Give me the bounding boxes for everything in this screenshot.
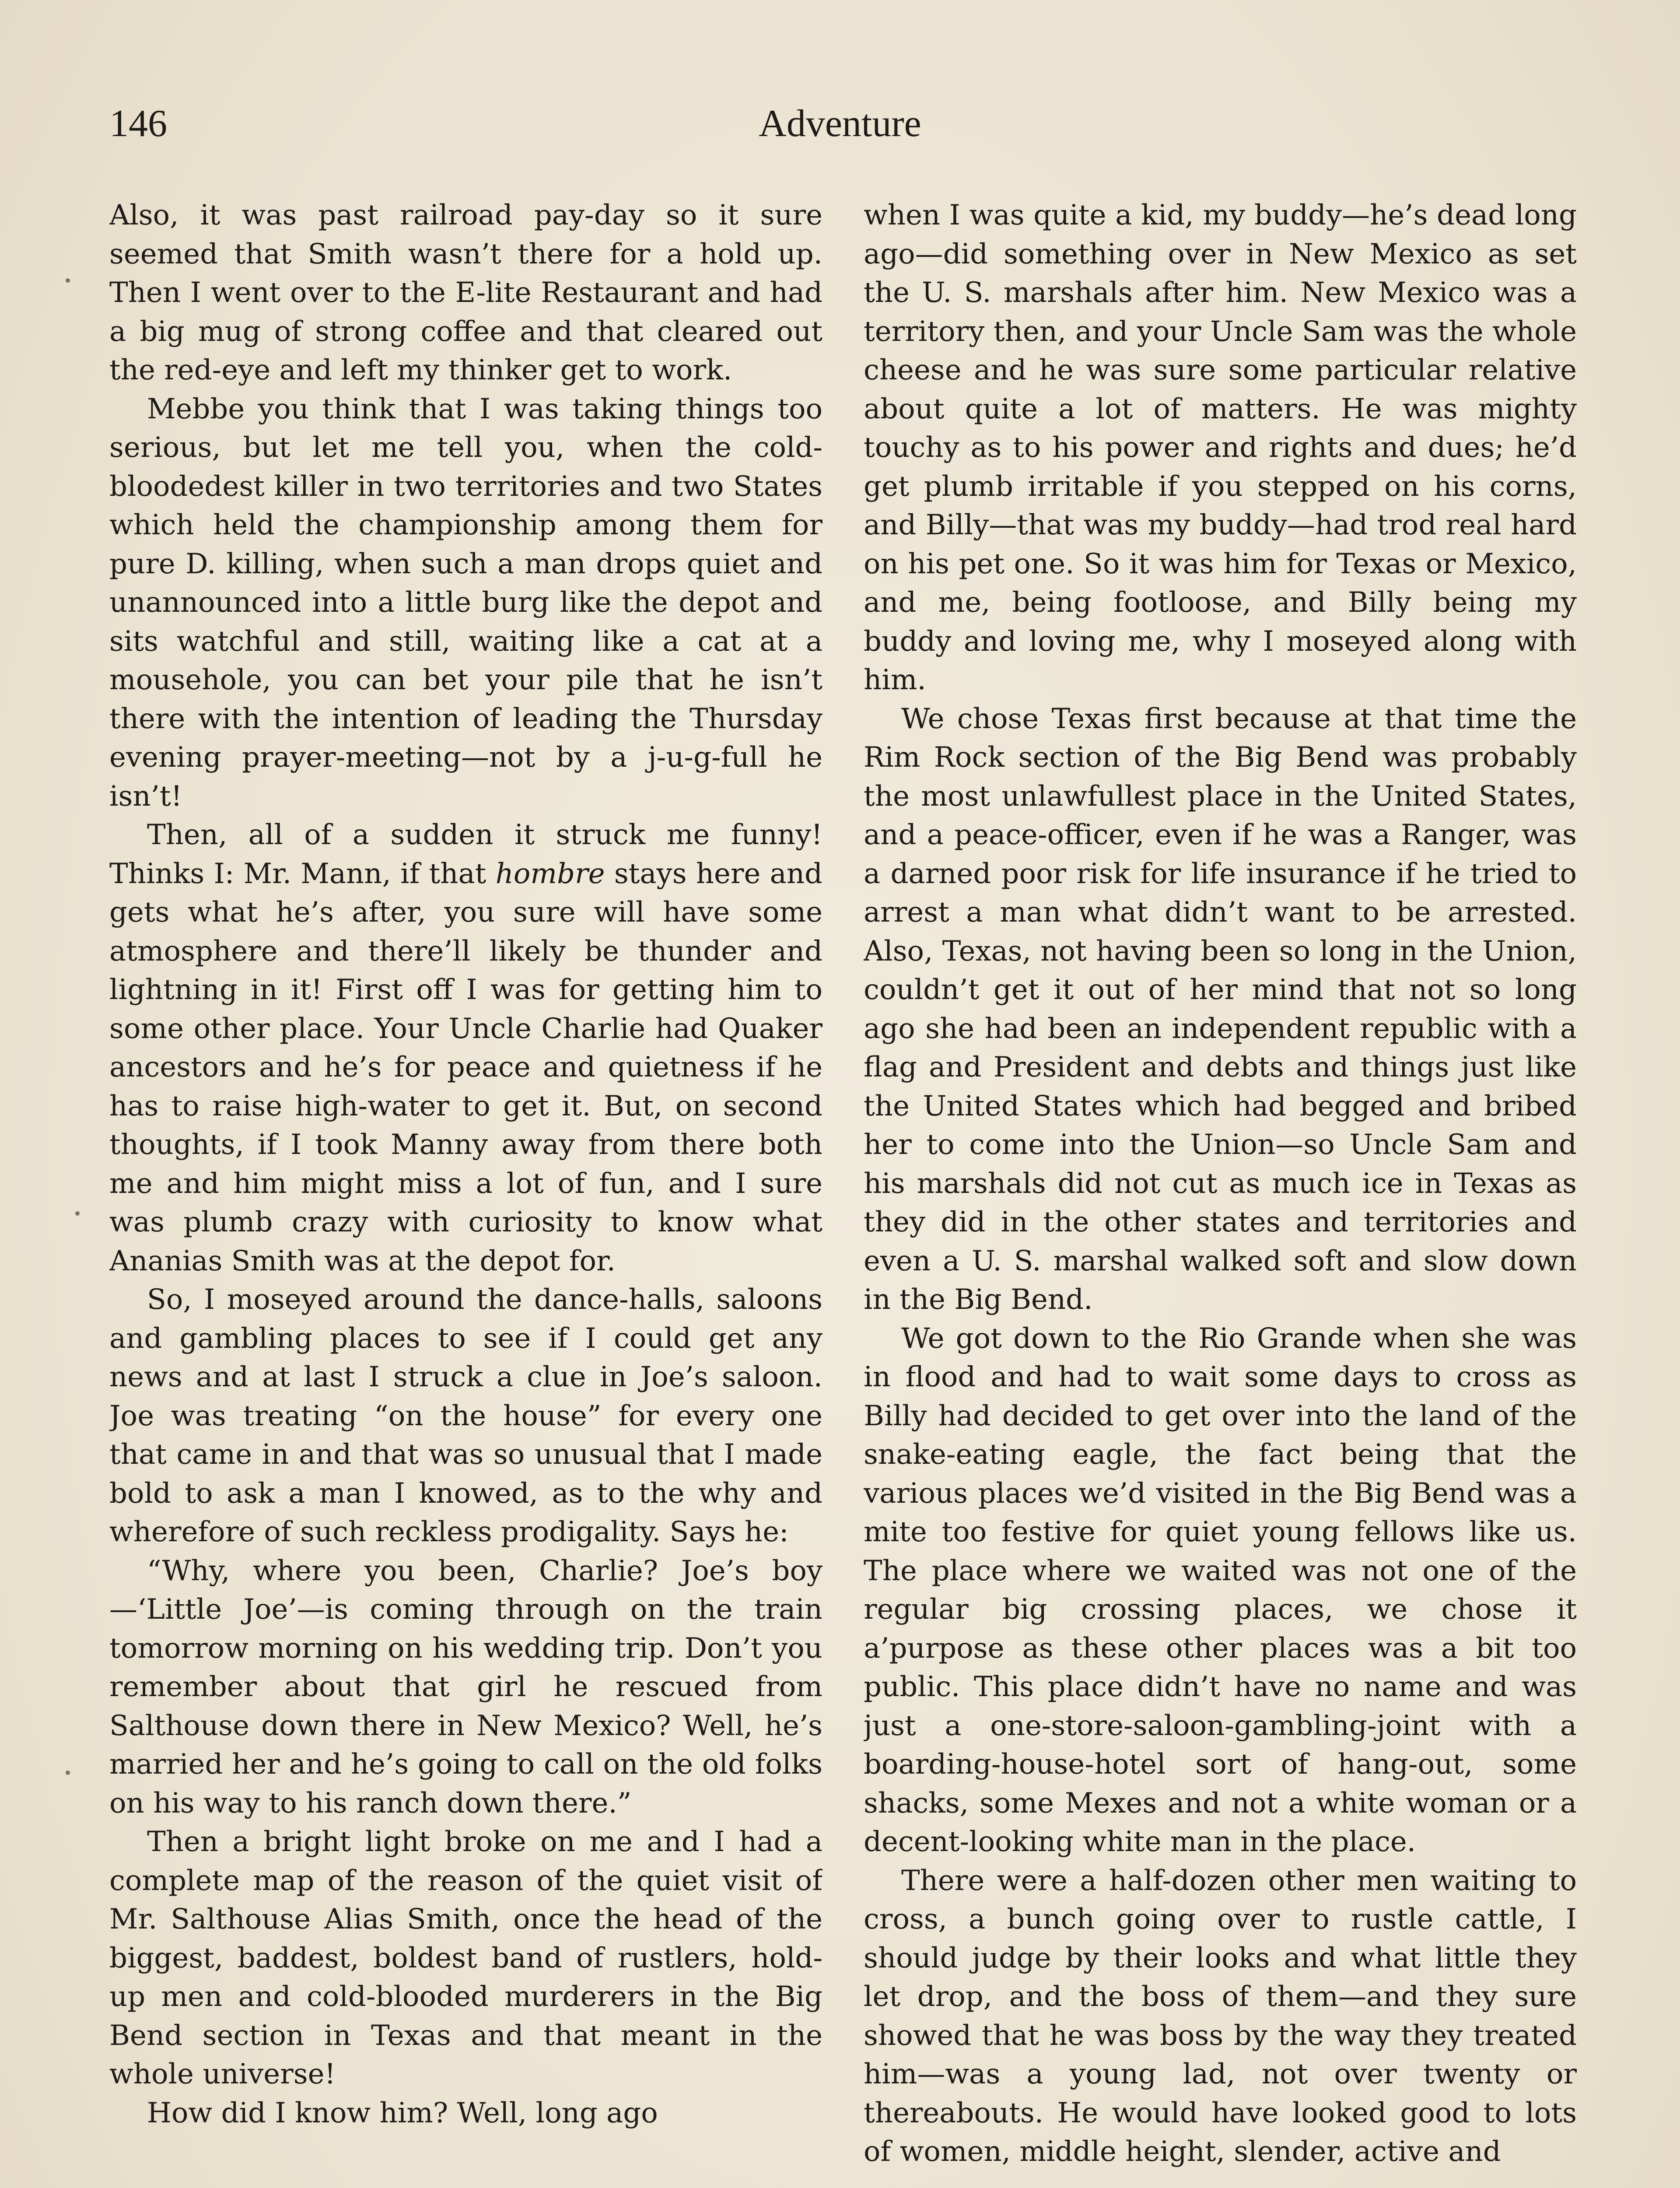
paragraph: How did I know him? Well, long ago: [147, 2097, 658, 2129]
paragraph: So, I moseyed around the dance-halls, saloons and gambling places to see if I could get any news and at last I struck a clue in Joe’s saloon. Joe was treating “on the house” for every one that came in and that was so unusual that I made bold to ask a man I knowed, as to the why and wherefore of such reckless prodigality. Says he:: [109, 1283, 822, 1548]
running-head-title: Adventure: [759, 102, 921, 145]
left-text-column: [109, 196, 822, 2188]
page-number: 146: [109, 102, 167, 145]
margin-speck: [75, 1211, 80, 1216]
paragraph: We got down to the Rio Grande when she was in flood and had to wait some days to cross as Billy had decided to get over into the land of the snake-eating eagle, the fact being that the various places we’d visited in the Big Bend was a mite too festive for quiet young fellows like us. The place where we waited was not one of the regular big crossing places, we chose it a’purpose as these other places was a bit too public. This place didn’t have no name and was just a one-store-saloon-gambling-joint with a boarding-house-hotel sort of hang-out, some shacks, some Mexes and not a white woman or a decent-looking white man in the place.: [864, 1322, 1577, 1858]
paragraph: “Why, where you been, Charlie? Joe’s boy—‘Little Joe’—is coming through on the train tomorrow morning on his wedding trip. Don’t you remember about that girl he rescued from Salthouse down there in New Mexico? Well, he’s married her and he’s going to call on the old folks on his way to his ranch down there.”: [109, 1554, 822, 1820]
paragraph: Then a bright light broke on me and I had a complete map of the reason of the quiet visit of Mr. Salthouse Alias Smith, once the head of the biggest, baddest, boldest band of rustlers, hold-up men and cold-blooded murderers in the Big Bend section in Texas and that meant in the whole universe!: [109, 1826, 822, 2090]
paragraph: Then, all of a sudden it struck me funny! Thinks I: Mr. Mann, if that hombre stays here and gets what he’s after, you sure will have some atmosphere and there’ll likely be thunder and lightning in it! First off I was for getting him to some other place. Your Uncle Charlie had Quaker ancestors and he’s for peace and quietness if he has to raise high-water to get it. But, on second thoughts, if I took Manny away from there both me and him might miss a lot of fun, and I sure was plumb crazy with curiosity to know what Ananias Smith was at the depot for.: [109, 819, 822, 1277]
margin-speck: [66, 1771, 70, 1775]
paragraph: Also, it was past railroad pay-day so it sure seemed that Smith wasn’t there for a hold up. Then I went over to the E-lite Restaurant and had a big mug of strong coffee and that cleared out the red-eye and left my thinker get to work.: [109, 199, 822, 386]
margin-speck: [66, 278, 70, 283]
right-text-column: [864, 196, 1577, 2188]
paragraph: There were a half-dozen other men waiting to cross, a bunch going over to rustle cattle, I should judge by their looks and what little they let drop, and the boss of them—and they sure showed that he was boss by the way they treated him—was a young lad, not over twenty or thereabouts. He would have looked good to lots of women, middle height, slender, active and: [864, 1864, 1577, 2168]
paragraph: when I was quite a kid, my buddy—he’s dead long ago—did something over in New Mexico as set the U. S. marshals after him. New Mexico was a territory then, and your Uncle Sam was the whole cheese and he was sure some particular relative about quite a lot of matters. He was mighty touchy as to his power and rights and dues; he’d get plumb irritable if you stepped on his corns, and Billy—that was my buddy—had trod real hard on his pet one. So it was him for Texas or Mexico, and me, being footloose, and Billy being my buddy and loving me, why I moseyed along with him.: [864, 199, 1577, 696]
paragraph: Mebbe you think that I was taking things too serious, but let me tell you, when the cold-bloodedest killer in two territories and two States which held the championship among them for pure D. killing, when such a man drops quiet and unannounced into a little burg like the depot and sits watchful and still, waiting like a cat at a mousehole, you can bet your pile that he isn’t there with the intention of leading the Thursday evening prayer-meeting—not by a j-u-g-full he isn’t!: [109, 393, 822, 813]
paragraph: We chose Texas first because at that time the Rim Rock section of the Big Bend was probably the most unlawfullest place in the United States, and a peace-officer, even if he was a Ranger, was a darned poor risk for life insurance if he tried to arrest a man what didn’t want to be arrested. Also, Texas, not having been so long in the Union, couldn’t get it out of her mind that not so long ago she had been an independent republic with a flag and President and debts and things just like the United States which had begged and bribed her to come into the Union—so Uncle Sam and his marshals did not cut as much ice in Texas as they did in the other states and territories and even a U. S. marshal walked soft and slow down in the Big Bend.: [864, 702, 1577, 1316]
